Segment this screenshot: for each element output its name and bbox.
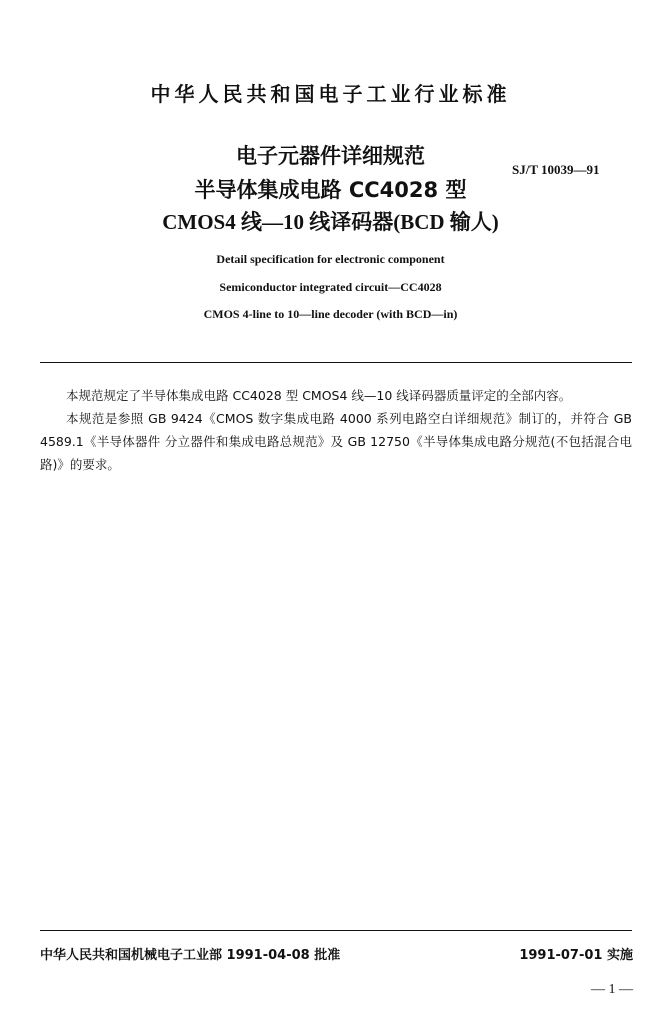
title-cn-line3: CMOS4 线—10 线译码器(BCD 输人) bbox=[162, 210, 499, 234]
title-en-line2: Semiconductor integrated circuit—CC4028 bbox=[219, 280, 442, 294]
title-en-line3: CMOS 4-line to 10—line decoder (with BCD—in) bbox=[203, 307, 458, 321]
paragraph-scope: 本规范规定了半导体集成电路 CC4028 型 CMOS4 线—10 线译码器质量评定的全部内容。 bbox=[66, 388, 572, 403]
title-en-line1: Detail specification for electronic component bbox=[216, 252, 445, 266]
approval-note: 中华人民共和国机械电子工业部 1991-04-08 批准 bbox=[40, 948, 341, 963]
effective-date: 1991-07-01 实施 bbox=[519, 948, 633, 963]
issuing-authority-header: 中华人民共和国电子工业行业标准 bbox=[150, 82, 511, 106]
paragraph-references: 本规范是参照 GB 9424《CMOS 数字集成电路 4000 系列电路空白详细规范》制订的，并符合 GB 4589.1《半导体器件 分立器件和集成电路总规范》及 GB 12750《半导体集成电路分规范(不包括混合电路)》的要求。 bbox=[40, 411, 632, 472]
title-cn-line1: 电子元器件详细规范 bbox=[236, 144, 425, 168]
bottom-divider bbox=[40, 930, 632, 931]
top-divider bbox=[40, 362, 632, 363]
title-cn-line2: 半导体集成电路 CC4028 型 bbox=[194, 178, 467, 202]
page-number: — 1 — bbox=[591, 982, 633, 997]
standard-number: SJ/T 10039—91 bbox=[512, 162, 600, 177]
body-text bbox=[40, 384, 632, 476]
